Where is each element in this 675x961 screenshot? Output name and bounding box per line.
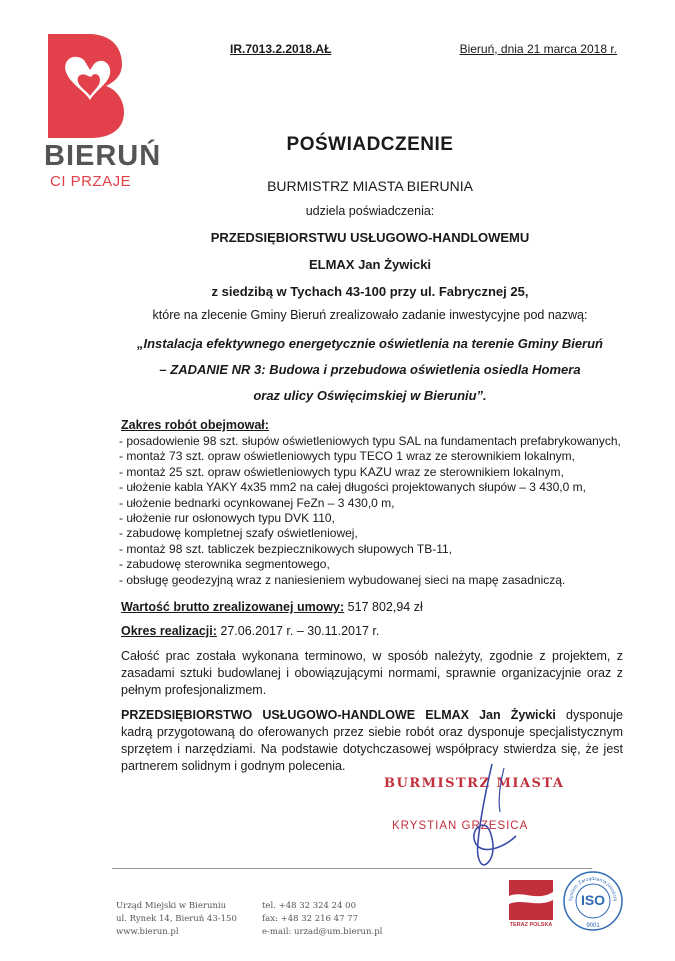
realization-period-label: Okres realizacji: — [121, 624, 217, 638]
list-item: - montaż 98 szt. tabliczek bezpiecznikowych słupowych TB-11, — [119, 541, 453, 556]
realization-period — [121, 624, 379, 638]
logo-slogan: CI PRZAJE — [50, 173, 132, 190]
issuer: BURMISTRZ MIASTA BIERUNIA — [267, 178, 473, 194]
paragraph-recommendation — [121, 707, 623, 775]
teraz-polska-label: TERAZ POLSKA — [509, 922, 553, 928]
grants-text: udziela poświadczenia: — [305, 204, 435, 218]
logo-wordmark: BIERUŃ — [44, 140, 162, 172]
list-item: - ułożenie bednarki ocynkowanej FeZn – 3 430,0 m, — [119, 495, 395, 510]
footer-contact — [262, 900, 382, 939]
company-seat: z siedzibą w Tychach 43-100 przy ul. Fabrycznej 25, — [211, 284, 529, 299]
iso-certificate-icon — [562, 870, 624, 932]
company-name-bold: PRZEDSIĘBIORSTWO USŁUGOWO-HANDLOWE ELMAX Jan Żywicki — [121, 708, 556, 722]
reference-number: IR.7013.2.2018.AŁ — [230, 42, 332, 56]
bierun-logo-icon — [44, 30, 126, 140]
project-title-line1: „Instalacja efektywnego energetycznie oświetlenia na terenie Gminy Bieruń — [137, 336, 603, 351]
place-date: Bieruń, dnia 21 marca 2018 r. — [459, 42, 617, 56]
footer-fax: fax: +48 32 216 47 77 — [262, 914, 358, 924]
iso-label: ISO — [580, 892, 606, 908]
scope-heading: Zakres robót obejmował: — [121, 418, 269, 432]
contract-value-amount: 517 802,94 zł — [347, 600, 423, 614]
list-item: - montaż 73 szt. opraw oświetleniowych typu TECO 1 wraz ze sterownikiem lokalnym, — [119, 449, 575, 464]
paragraph-quality: Całość prac została wykonana terminowo, w sposób należyty, zgodnie z projektem, z zasadami sztuki budowlanej i obowiązującymi normami, sprawnie organizacyjnie oraz z pełnym profesjonalizmem. — [121, 649, 623, 697]
list-item: - obsługę geodezyjną wraz z naniesieniem wybudowanej sieci na mapę zasadniczą. — [119, 572, 566, 587]
project-title-line2: – ZADANIE NR 3: Budowa i przebudowa oświetlenia osiedla Homera — [159, 362, 581, 377]
list-item: - ułożenie rur osłonowych typu DVK 110, — [119, 511, 335, 526]
recommendation-text: dysponuje kadrą przygotowaną do oferowanych przez siebie robót oraz dysponuje specjalistycznym sprzętem i narzędziami. Na podstawie dotychczasowej współpracy stwierdza się, że jest partnerem solidnym i godnym polecenia. — [121, 708, 624, 773]
intro-text: które na zlecenie Gminy Bieruń zrealizowało zadanie inwestycyjne pod nazwą: — [152, 308, 588, 322]
stamp-title: BURMISTRZ MIASTA — [384, 776, 565, 791]
list-item: - ułożenie kabla YAKY 4x35 mm2 na całej długości projektowanych słupów – 3 430,0 m, — [119, 480, 586, 495]
footer-website[interactable]: www.bierun.pl — [116, 927, 179, 937]
footer-address — [116, 900, 237, 939]
contract-value-label: Wartość brutto zrealizowanej umowy: — [121, 600, 345, 614]
scope-list — [119, 434, 639, 588]
page-title: POŚWIADCZENIE — [286, 134, 454, 155]
signature-icon — [430, 760, 540, 880]
company-name-line1: PRZEDSIĘBIORSTWU USŁUGOWO-HANDLOWEMU — [210, 230, 530, 245]
project-title-line3: oraz ulicy Oświęcimskiej w Bieruniu”. — [253, 388, 487, 403]
list-item: - montaż 25 szt. opraw oświetleniowych typu KAZU wraz ze sterownikiem lokalnym, — [119, 464, 564, 479]
list-item: - zabudowę sterownika segmentowego, — [119, 557, 330, 572]
iso-ring-text: System Zarządzania Jakością — [568, 876, 618, 902]
contract-value — [121, 600, 423, 614]
list-item: - posadowienie 98 szt. słupów oświetleniowych typu SAL na fundamentach prefabrykowanych, — [119, 434, 621, 448]
footer-email[interactable]: e-mail: urzad@um.bierun.pl — [262, 927, 383, 937]
footer-phone: tel. +48 32 324 24 00 — [262, 901, 356, 911]
list-item: - zabudowę kompletnej szafy oświetleniowej, — [119, 526, 358, 541]
iso-number: 9001 — [586, 923, 600, 929]
company-name-line2: ELMAX Jan Żywicki — [308, 257, 432, 272]
realization-period-dates: 27.06.2017 r. – 30.11.2017 r. — [220, 624, 380, 638]
footer-office: Urząd Miejski w Bieruniu — [116, 901, 227, 911]
stamp-name: KRYSTIAN GRZESICA — [392, 820, 529, 832]
footer-divider — [112, 868, 592, 869]
footer-street: ul. Rynek 14, Bieruń 43-150 — [116, 914, 237, 924]
